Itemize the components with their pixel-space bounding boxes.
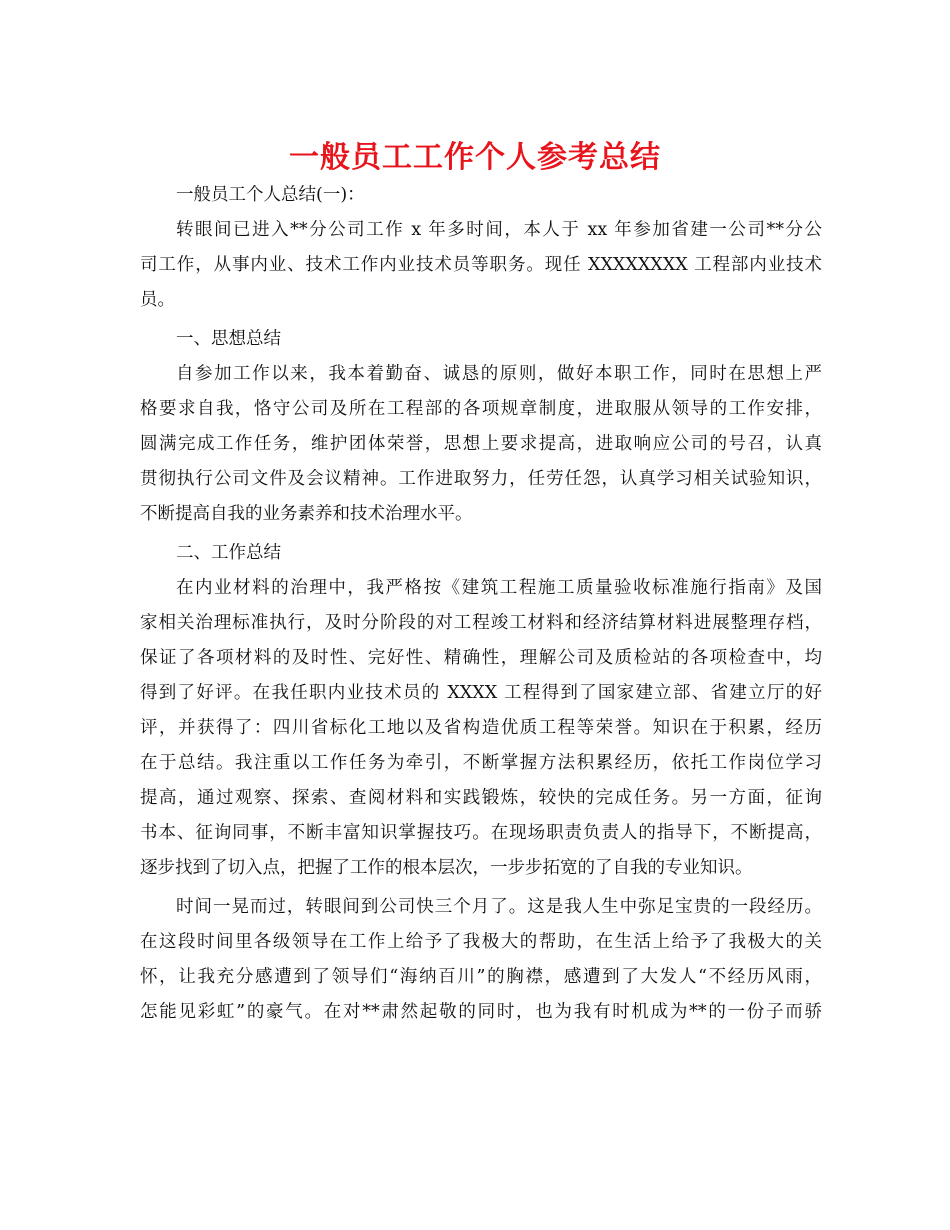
- paragraph-line: 提高，通过观察、探索、查阅材料和实践锻炼，较快的完成任务。另一方面，征询: [140, 788, 822, 808]
- document-title: 一般员工工作个人参考总结: [289, 140, 661, 175]
- paragraph-line: 员。: [140, 290, 175, 310]
- paragraph-line: 不断提高自我的业务素养和技术治理水平。: [140, 504, 473, 524]
- paragraph-line: 转眼间已进入**分公司工作 x 年多时间，本人于 xx 年参加省建一公司**分公: [176, 220, 822, 240]
- paragraph-line: 格要求自我，恪守公司及所在工程部的各项规章制度，进取服从领导的工作安排，: [140, 399, 822, 419]
- paragraph-line: 保证了各项材料的及时性、完好性、精确性，理解公司及质检站的各项检查中，均: [140, 648, 822, 668]
- paragraph-line: 时间一晃而过，转眼间到公司快三个月了。这是我人生中弥足宝贵的一段经历。: [176, 897, 822, 917]
- paragraph-line: 评，并获得了：四川省标化工地以及省构造优质工程等荣誉。知识在于积累，经历: [140, 718, 822, 738]
- paragraph-line: 司工作，从事内业、技术工作内业技术员等职务。现任 XXXXXXXX 工程部内业技术: [140, 255, 822, 275]
- document-body: [140, 178, 822, 1030]
- paragraph-line: 家相关治理标准执行，及时分阶段的对工程竣工材料和经济结算材料进展整理存档，: [140, 613, 822, 633]
- paragraph-line: 书本、征询同事，不断丰富知识掌握技巧。在现场职责负责人的指导下，不断提高，: [140, 823, 822, 843]
- paragraph-line: 在这段时间里各级领导在工作上给予了我极大的帮助，在生活上给予了我极大的关: [140, 932, 822, 952]
- section-heading: 一、思想总结: [176, 329, 281, 349]
- paragraph-line: 自参加工作以来，我本着勤奋、诚恳的原则，做好本职工作，同时在思想上严: [176, 364, 822, 384]
- paragraph-line: 在内业材料的治理中，我严格按《建筑工程施工质量验收标准施行指南》及国: [176, 578, 822, 598]
- paragraph-line: 逐步找到了切入点，把握了工作的根本层次，一步步拓宽的了自我的专业知识。: [140, 858, 753, 878]
- paragraph-line: 得到了好评。在我任职内业技术员的 XXXX 工程得到了国家建立部、省建立厅的好: [140, 683, 822, 703]
- paragraph-line: 贯彻执行公司文件及会议精神。工作进取努力，任劳任怨，认真学习相关试验知识，: [140, 469, 822, 489]
- section-heading: 一般员工个人总结(一)：: [176, 185, 365, 205]
- section-heading: 二、工作总结: [176, 543, 281, 563]
- paragraph-line: 圆满完成工作任务，维护团体荣誉，思想上要求提高，进取响应公司的号召，认真: [140, 434, 822, 454]
- paragraph-line: 怀，让我充分感遭到了领导们“海纳百川”的胸襟，感遭到了大发人“不经历风雨，: [140, 967, 822, 987]
- paragraph-line: 怎能见彩虹”的豪气。在对**肃然起敬的同时，也为我有时机成为**的一份子而骄: [140, 1002, 822, 1022]
- paragraph-line: 在于总结。我注重以工作任务为牵引，不断掌握方法积累经历，依托工作岗位学习: [140, 753, 822, 773]
